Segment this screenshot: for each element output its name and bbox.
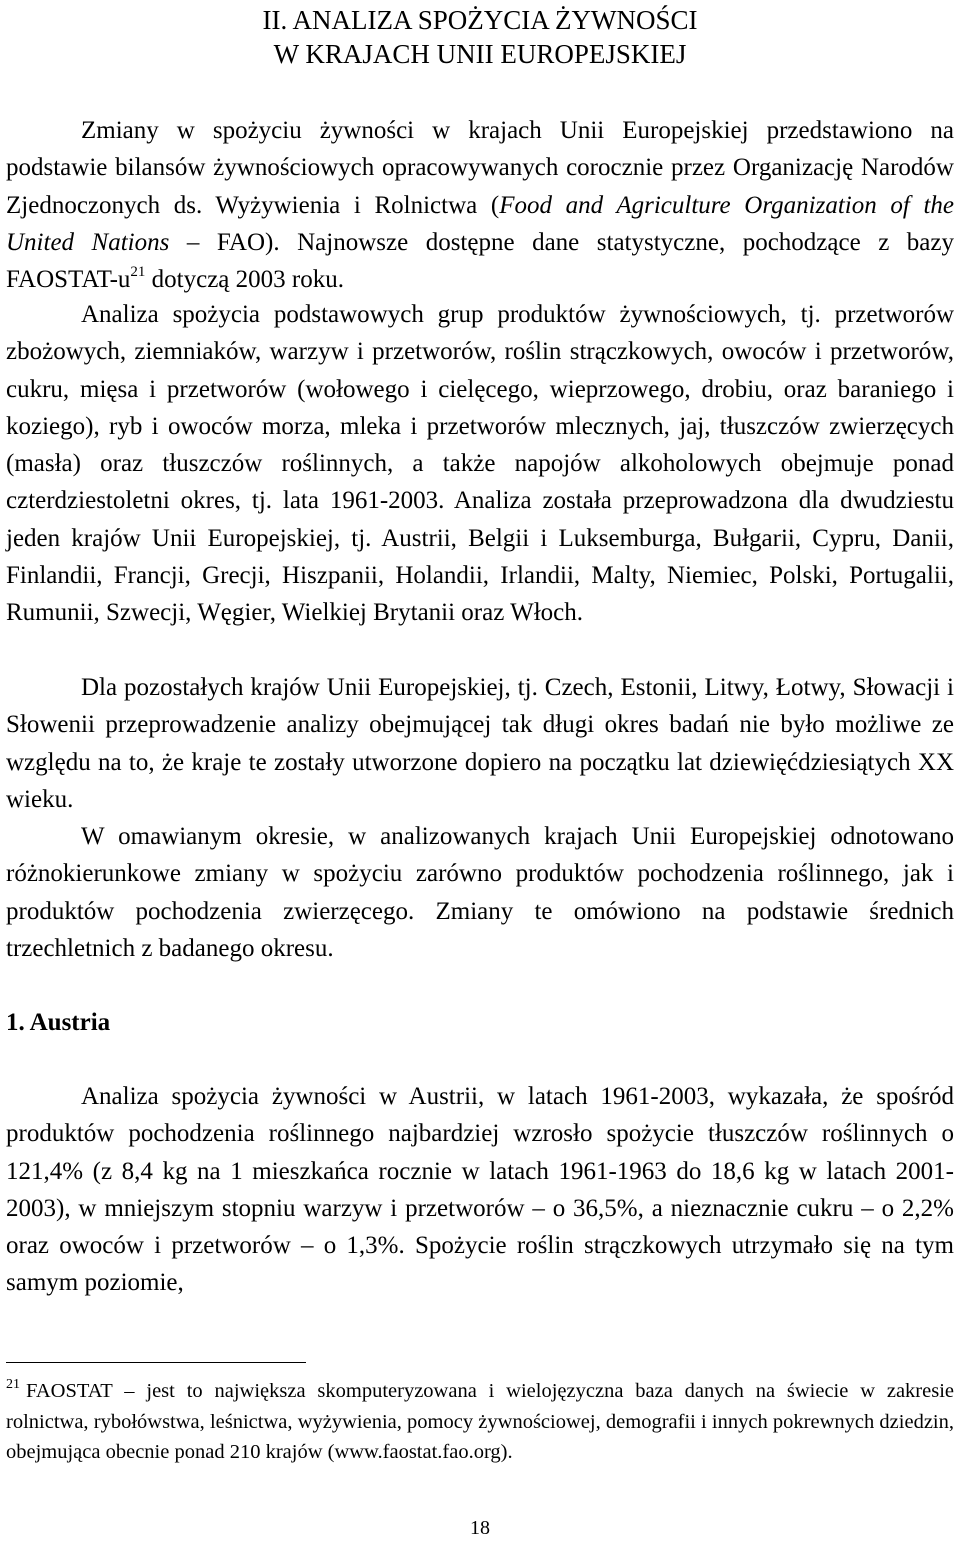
intro-paragraph-1 — [6, 112, 954, 298]
intro-paragraph-3-text: Dla pozostałych krajów Unii Europejskiej, tj. Czech, Estonii, Litwy, Łotwy, Słowacji i Słowenii przeprowadzenie analizy obejmującej tak długi okres badań nie było możliwe ze względu na to, że kraje te zostały utworzone dopiero na początku lat dziewięćdziesiątych XX wieku. — [6, 674, 954, 813]
intro-text-b: – FAO). Najnowsze dostępne dane statystyczne, pochodzące z bazy FAOSTAT-u — [6, 228, 954, 294]
footnote-reference: 21 — [130, 264, 146, 281]
intro-paragraph-4-text: W omawianym okresie, w analizowanych krajach Unii Europejskiej odnotowano różnokierunkowe zmiany w spożyciu zarówno produktów pochodzenia roślinnego, jak i produktów pochodzenia zwierzęcego. Zmiany te omówiono na podstawie średnich trzechletnich z badanego okresu. — [6, 823, 954, 962]
intro-paragraph-3 — [6, 669, 954, 818]
footnote-divider — [6, 1362, 306, 1363]
document-page — [6, 0, 954, 1541]
footnote-mark: 21 — [6, 1377, 20, 1392]
intro-paragraph-4 — [6, 818, 954, 967]
intro-italic-name: Food and Agriculture Organization of the United Nations — [6, 191, 954, 256]
section-heading: 1. Austria — [6, 1009, 111, 1036]
section-paragraph-1 — [6, 1078, 954, 1302]
footnote-text: FAOSTAT – jest to największa skomputeryzowana i wielojęzyczna baza danych na świecie w zakresie rolnictwa, rybołówstwa, leśnictwa, wyżywienia, pomocy żywnościowej, demografii i innych pokrewnych dziedzin, obejmująca obecnie ponad 210 krajów (www.faostat.fao.org). — [6, 1380, 954, 1463]
intro-text-a: Zmiany w spożyciu żywności w krajach Unii Europejskiej przedstawiono na podstawie bilansów żywnościowych opracowywanych corocznie przez Organizację Narodów Zjednoczonych ds. Wyżywienia i Rolnictwa ( — [6, 117, 954, 219]
section-paragraph-1-text: Analiza spożycia żywności w Austrii, w latach 1961-2003, wykazała, że spośród produktów pochodzenia roślinnego najbardziej wzrosło spożycie tłuszczów roślinnych o 121,4% (z 8,4 kg na 1 mieszkańca rocznie w latach 1961-1963 do 18,6 kg w latach 2001-2003), w mniejszym stopniu warzyw i przetworów – o 36,5%, a nieznacznie cukru – o 2,2% oraz owoców i przetworów – o 1,3%. Spożycie roślin strączkowych utrzymało się na tym samym poziomie, — [6, 1083, 954, 1297]
footnote — [6, 1376, 954, 1468]
intro-paragraph-2-text: Analiza spożycia podstawowych grup produktów żywnościowych, tj. przetworów zbożowych, ziemniaków, warzyw i przetworów, roślin strączkowych, owoców i przetworów, cukru, mięsa i przetworów (wołowego i cielęcego, wieprzowego, drobiu, oraz baraniego i koziego), ryb i owoców morza, mleka i przetworów mlecznych, jaj, tłuszczów zwierzęcych (masła) oraz tłuszczów roślinnych, a także napojów alkoholowych obejmuje ponad czterdziestoletni okres, tj. lata 1961-2003. Analiza została przeprowadzona dla dwudziestu jeden krajów Unii Europejskiej, tj. Austrii, Belgii i Luksemburga, Bułgarii, Cypru, Danii, Finlandii, Francji, Grecji, Hiszpanii, Holandii, Irlandii, Malty, Niemiec, Polski, Portugalii, Rumunii, Szwecji, Węgier, Wielkiej Brytanii oraz Włoch. — [6, 301, 954, 627]
chapter-title-line-1: II. ANALIZA SPOŻYCIA ŻYWNOŚCI — [262, 5, 698, 35]
intro-text-c: dotyczą 2003 roku. — [145, 266, 344, 294]
intro-paragraph-2 — [6, 296, 954, 632]
chapter-title-line-2: W KRAJACH UNII EUROPEJSKIEJ — [273, 39, 687, 69]
page-number: 18 — [470, 1517, 490, 1539]
